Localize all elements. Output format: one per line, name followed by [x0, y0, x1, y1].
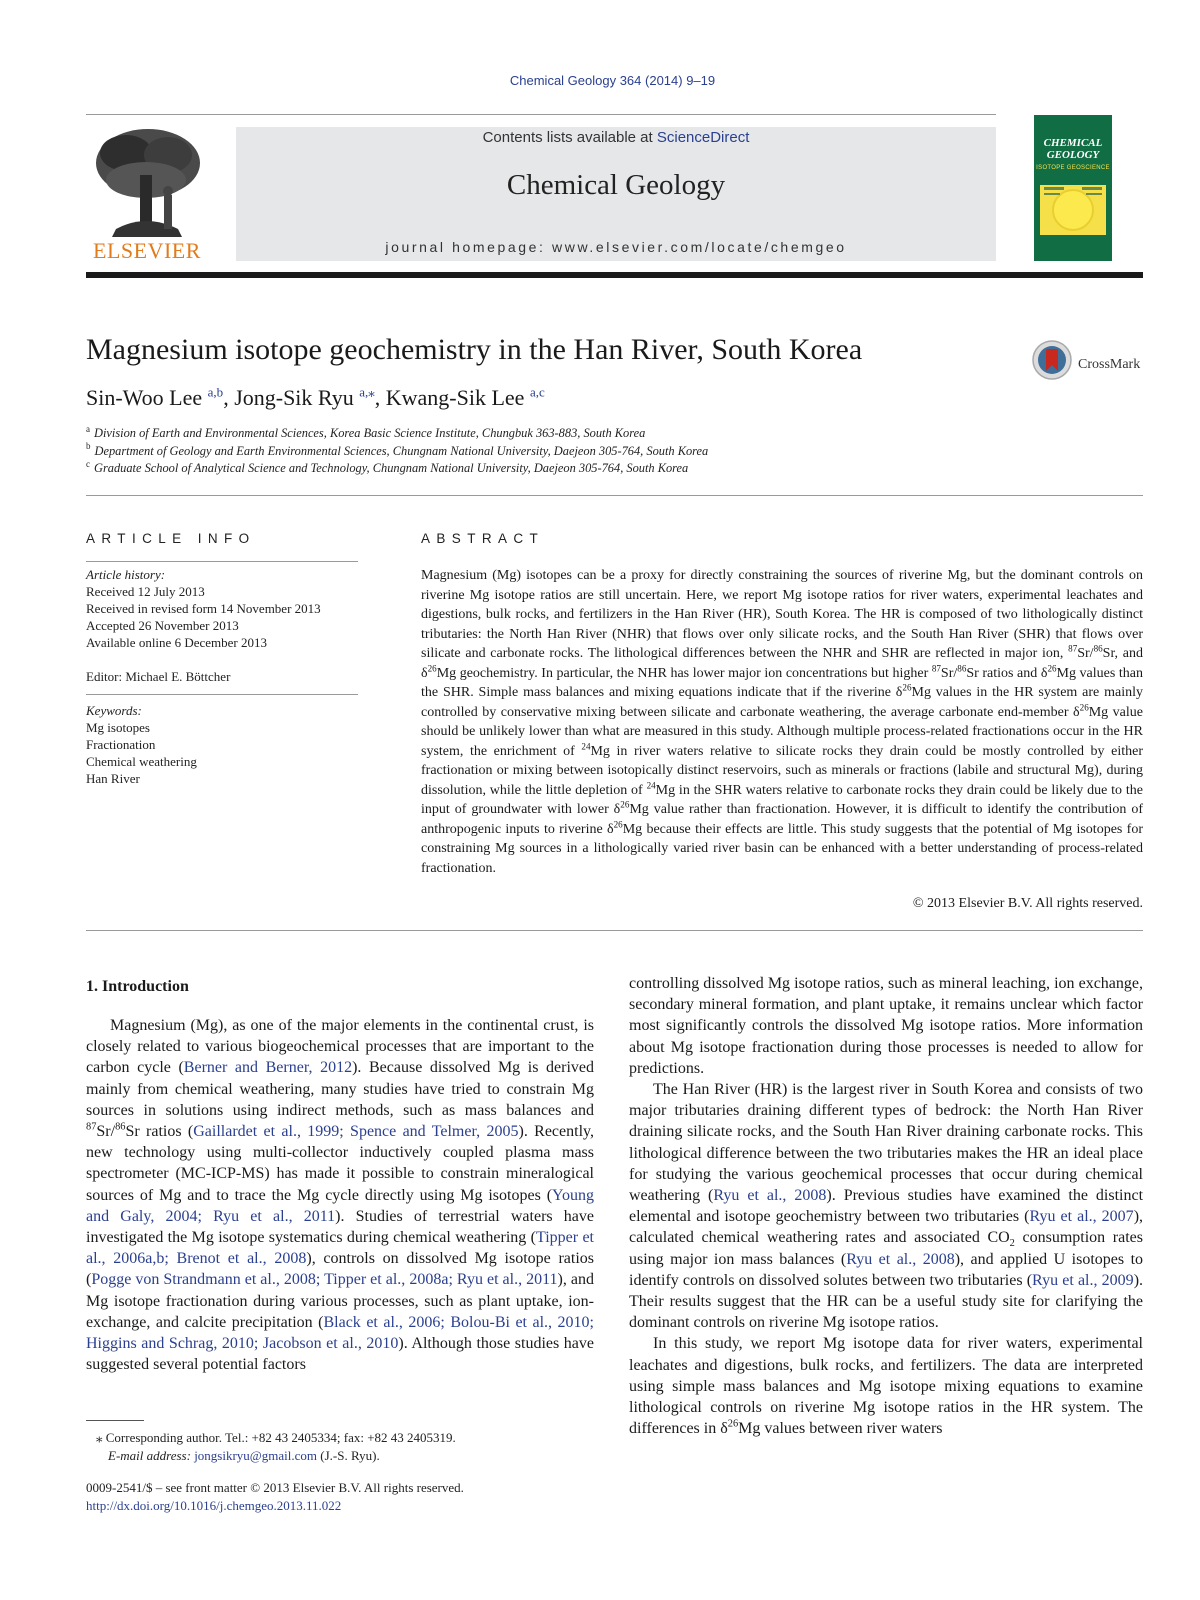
email-link[interactable]: jongsikryu@gmail.com	[194, 1448, 318, 1463]
author-name: Kwang-Sik Lee	[385, 385, 530, 410]
affiliation-mark: a	[86, 423, 90, 434]
contents-line	[236, 129, 996, 146]
article-info-heading: ARTICLE INFO	[86, 531, 256, 546]
citation-link[interactable]: Ryu et al., 2008	[846, 1250, 955, 1268]
citation-link[interactable]: Gaillardet et al., 1999; Spence and Telmer, 2005	[193, 1123, 519, 1141]
divider	[86, 561, 358, 562]
intro-paragraph: The Han River (HR) is the largest river in South Korea and consists of two major tributaries draining different types of bedrock: the North Han River draining silicate rocks, and the South Han River draining carbonate rocks. This lithological difference between the two tributaries makes the HR an ideal place for studying the various geochemical processes that occur during chemical weathering (Ryu et al., 2008). Previous studies have examined the distinct elemental and isotope geochemistry between two tributaries (Ryu et al., 2007), calculated chemical weathering rates and associated $CO_2$ consumption rates using major ion mass balances (Ryu et al., 2008), and applied U isotopes to identify controls on dissolved solutes between two tributaries (Ryu et al., 2009). Their results suggest that the HR can be a useful study site for clarifying the dominant controls on riverine Mg isotope ratios.	[629, 1081, 1144, 1332]
sciencedirect-link[interactable]: ScienceDirect	[656, 129, 750, 146]
article-title: Magnesium isotope geochemistry in the Han River, South Korea	[86, 333, 863, 366]
affiliation-item	[86, 460, 708, 478]
cover-graphic	[1034, 177, 1112, 261]
keyword: Han River	[86, 771, 140, 786]
affiliation-item	[86, 425, 708, 443]
online-date: Available online 6 December 2013	[86, 635, 267, 650]
footnote-rule	[86, 1420, 144, 1421]
revised-date: Received in revised form 14 November 2013	[86, 601, 321, 616]
issn-line: 0009-2541/$ – see front matter © 2013 Elsevier B.V. All rights reserved.	[86, 1480, 464, 1495]
citation-link[interactable]: Pogge von Strandmann et al., 2008; Tipper et al., 2008a; Ryu et al., 2011	[91, 1271, 558, 1289]
elsevier-wordmark: ELSEVIER	[93, 238, 201, 263]
intro-paragraph: In this study, we report Mg isotope data for river waters, experimental leachates and digestions, bulk rocks, and fertilizers. The data are interpreted using simple mass balances and Mg isotope mixing equations to examine lithological controls on riverine Mg isotope ratios in the HR system. The differences in $\delta^{26}Mg$ values between river waters	[629, 1335, 1143, 1438]
abstract-text: Magnesium (Mg) isotopes can be a proxy for directly constraining the sources of riverine Mg, but the dominant controls on riverine Mg isotope ratios are still uncertain. Here, we report Mg isotope ratios for river waters, experimental leachates and digestions, bulk rocks, and fertilizers in the Han River (HR), South Korea. The HR is composed of two lithologically distinct tributaries: the North Han River (NHR) that flows over only silicate rocks, and the South Han River (SHR) that flows over silicate and carbonate rocks. The lithological differences between the NHR and SHR are reflected in major ion, $^{87}$Sr/$^{86}$Sr, and $\delta^{26}Mg$ geochemistry. In particular, the NHR has lower major ion concentrations but higher $^{87}$Sr/$^{86}$Sr ratios and $\delta^{26}Mg$ values than the SHR. Simple mass balances and mixing equations indicate that if the riverine $\delta^{26}Mg$ values in the HR system are mainly controlled by conservative mixing between silicate and carbonate weathering, the average carbonate end-member $\delta^{26}Mg$ value should be unlikely lower than what are measured in this study. Although multiple process-related fractionations occur in the HR system, the enrichment of $^{24}$Mg in river waters relative to silicate rocks they drain could be mostly controlled by either fractionation or mixing between isotopically distinct reservoirs, such as minerals or fractions (labile and structural Mg), during dissolution, while the little depletion of $^{24}$Mg in the SHR waters relative to carbonate rocks they drain could be likely due to the input of groundwater with lower $\delta^{26}Mg$ value rather than fractionation. However, it is difficult to identify the contribution of anthropogenic inputs to riverine $\delta^{26}Mg$ because their effects are little. This study suggests that the potential of Mg isotopes for constraining Mg sources in a lithologically varied river basin can be enhanced with a better understanding of process-related fractionation.	[421, 568, 1144, 876]
history-label: Article history:	[86, 567, 166, 582]
divider	[86, 694, 358, 695]
author-affiliation-link[interactable]: a,⁎	[359, 384, 375, 400]
affiliation-item	[86, 443, 708, 461]
author-name: Sin-Woo Lee	[86, 385, 208, 410]
journal-banner	[236, 127, 996, 261]
contents-prefix: Contents lists available at	[482, 129, 657, 146]
corresponding-author-footnote	[96, 1429, 456, 1465]
email-line	[96, 1447, 456, 1465]
author-separator: ,	[223, 385, 235, 410]
affiliations	[86, 425, 708, 478]
footnote-line	[96, 1429, 456, 1447]
received-date: Received 12 July 2013	[86, 584, 205, 599]
divider	[86, 930, 1143, 931]
citation-link[interactable]: Ryu et al., 2008	[713, 1187, 827, 1205]
affiliation-text: Graduate School of Analytical Science and Technology, Chungnam National University, Daejeon 305-764, South Korea	[94, 461, 689, 475]
citation-link[interactable]: Tipper et al., 2006a,b; Brenot et al., 2008	[86, 1229, 594, 1268]
affiliation-mark: c	[86, 458, 90, 469]
intro-column-right	[629, 973, 1143, 1439]
journal-citation-link[interactable]: Chemical Geology 364 (2014) 9–19	[509, 73, 716, 88]
intro-paragraph: controlling dissolved Mg isotope ratios, such as mineral leaching, ion exchange, secondary mineral formation, and plant uptake, it remains unclear which factor most significantly controls the dissolved Mg isotope ratios. More information about Mg isotope fractionation during those processes is needed to allow for predictions.	[629, 975, 1143, 1077]
journal-name: Chemical Geology	[506, 169, 726, 201]
citation-link[interactable]: Young and Galy, 2004; Ryu et al., 2011	[86, 1186, 594, 1225]
keyword: Fractionation	[86, 737, 156, 752]
abstract-heading: ABSTRACT	[421, 531, 545, 546]
citation-link[interactable]: Ryu et al., 2009	[1032, 1271, 1134, 1289]
abstract-copyright: © 2013 Elsevier B.V. All rights reserved.	[912, 896, 1143, 911]
crossmark-label[interactable]: CrossMark	[1078, 357, 1141, 372]
header-thick-rule	[86, 272, 1143, 278]
citation-link[interactable]: Berner and Berner, 2012	[183, 1059, 353, 1077]
affiliation-mark: b	[86, 441, 91, 452]
top-rule	[86, 114, 996, 115]
email-suffix: (J.-S. Ryu).	[317, 1448, 380, 1463]
cover-title: CHEMICAL GEOLOGY	[1043, 137, 1103, 161]
author-name: Jong-Sik Ryu	[234, 385, 360, 410]
journal-cover-thumbnail	[1034, 115, 1112, 261]
journal-homepage[interactable]: journal homepage: www.elsevier.com/locate/chemgeo	[385, 239, 847, 255]
affiliation-text: Division of Earth and Environmental Sciences, Korea Basic Science Institute, Chungbuk 363-883, South Korea	[94, 426, 646, 440]
intro-paragraph-left: Magnesium (Mg), as one of the major elements in the continental crust, is closely related to various biogeochemical processes that are important to the carbon cycle (Berner and Berner, 2012). Because dissolved Mg is derived mainly from chemical weathering, many studies have tried to constrain Mg sources in solutions using indirect methods, such as mass balances and $^{87}$Sr/$^{86}$Sr ratios (Gaillardet et al., 1999; Spence and Telmer, 2005). Recently, new technology using multi-collector inductively coupled plasma mass spectrometer (MC-ICP-MS) has made it possible to constrain mineralogical sources of Mg and to trace the Mg cycle directly using Mg isotopes (Young and Galy, 2004; Ryu et al., 2011). Studies of terrestrial waters have investigated the Mg isotope systematics during chemical weathering (Tipper et al., 2006a,b; Brenot et al., 2008), controls on dissolved Mg isotope ratios (Pogge von Strandmann et al., 2008; Tipper et al., 2008a; Ryu et al., 2011), and Mg isotope fractionation during various processes, such as plant uptake, ion-exchange, and calcite precipitation (Black et al., 2006; Bolou-Bi et al., 2010; Higgins and Schrag, 2010; Jacobson et al., 2010). Although those studies have suggested several potential factors	[86, 1017, 595, 1374]
accepted-date: Accepted 26 November 2013	[86, 618, 239, 633]
author-list	[86, 385, 545, 411]
editor: Editor: Michael E. Böttcher	[86, 669, 231, 684]
keyword: Mg isotopes	[86, 720, 150, 735]
crossmark-icon[interactable]	[1032, 340, 1072, 380]
footnote-text: Corresponding author. Tel.: +82 43 2405334; fax: +82 43 2405319.	[105, 1430, 456, 1445]
cover-subtitle: ISOTOPE GEOSCIENCE	[1036, 165, 1110, 171]
citation-link[interactable]: Ryu et al., 2007	[1029, 1208, 1134, 1226]
keyword: Chemical weathering	[86, 754, 197, 769]
email-label: E-mail address:	[108, 1448, 195, 1463]
doi-link[interactable]: http://dx.doi.org/10.1016/j.chemgeo.2013.11.022	[86, 1498, 342, 1513]
keywords-label: Keywords:	[86, 703, 142, 718]
divider	[86, 495, 1143, 496]
author-affiliation-link[interactable]: a,b	[207, 384, 224, 400]
author-separator: ,	[374, 385, 386, 410]
front-matter	[86, 1479, 464, 1515]
article-info	[86, 566, 356, 787]
footnote-mark: ⁎	[96, 1430, 103, 1445]
citation-link[interactable]: Black et al., 2006; Bolou-Bi et al., 2010; Higgins and Schrag, 2010; Jacobson et al., 2010	[86, 1313, 595, 1353]
author-affiliation-link[interactable]: a,c	[529, 384, 545, 400]
section-heading-introduction: 1. Introduction	[86, 978, 189, 995]
affiliation-text: Department of Geology and Earth Environmental Sciences, Chungnam National University, Daejeon 305-764, South Korea	[94, 443, 709, 458]
